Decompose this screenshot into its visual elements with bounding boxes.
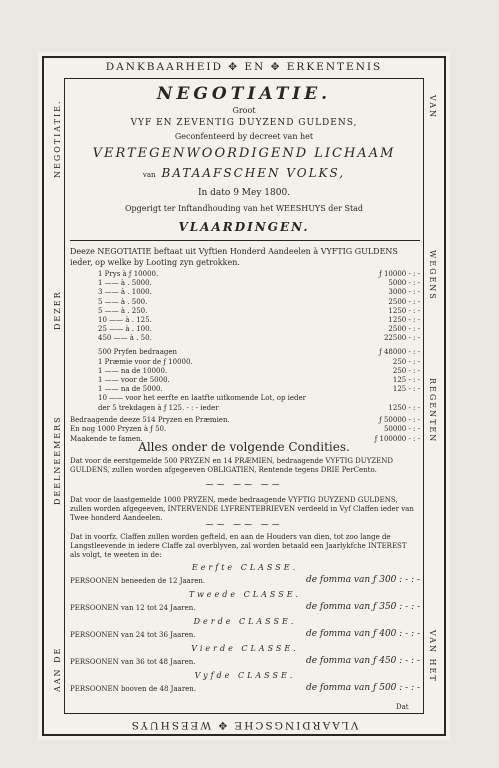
- flourish-2: ⁓⁓ ⁓⁓ ⁓⁓: [205, 520, 283, 529]
- premiums-label: 1 Præmie voor de ƒ 10000.: [98, 357, 193, 366]
- border-left-deelneemers: DEELNEEMERS: [53, 415, 62, 505]
- class-amount: de fomma van ƒ 350 : - : -: [305, 602, 420, 612]
- prizes-label: 25 —— à . 100.: [98, 325, 152, 334]
- prizes-label: 450 —— à . 50.: [98, 334, 152, 343]
- border-right-wegens: WEGENS: [428, 250, 437, 301]
- class-row: [70, 575, 420, 587]
- header-amount: VYF EN ZEVENTIG DUYZEND GULDENS,: [130, 118, 358, 128]
- summary-amount: ƒ 100000 - : -: [374, 434, 420, 443]
- premiums-row: [98, 404, 420, 413]
- prizes-row: [98, 298, 420, 307]
- catchword: Dat: [396, 703, 409, 711]
- class-amount: de fomma van ƒ 400 : - : -: [305, 629, 420, 639]
- border-right-van-het: VAN HET: [428, 630, 437, 683]
- premiums-amount: 250 - : -: [392, 357, 420, 366]
- class-heading: Eerfte CLASSE.: [191, 563, 299, 572]
- prizes-label: 5 —— à . 250.: [98, 306, 148, 315]
- class-heading: Vyfde CLASSE.: [194, 671, 296, 680]
- header-purpose: Opgerigt ter Inftandhouding van het WEESHUYS der Stad: [124, 204, 364, 213]
- premiums-amount: 125 - : -: [392, 385, 420, 394]
- prizes-amount: 2500 - : -: [388, 297, 420, 306]
- condition-3: Dat in voorfz. Claffen zullen worden gefteld, en aan de Houders van dien, tot zoo lange de Langstleevende in iedere Claffe zal overblyven, zal worden betaald een Jaarlykfche INTEREST als volgt, te weeten in de:: [70, 533, 407, 559]
- premiums-amount: 250 - : -: [392, 366, 420, 375]
- border-left-dezer: DEZER: [53, 290, 62, 330]
- prizes-label: 5 —— à . 500.: [98, 297, 148, 306]
- prizes-amount: 22500 - : -: [383, 334, 420, 343]
- header-body2-text: BATAAFSCHEN VOLKS,: [161, 166, 346, 180]
- prizes-row: [98, 270, 420, 279]
- premiums-row: [98, 376, 420, 385]
- class-amount: de fomma van ƒ 450 : - : -: [305, 656, 420, 666]
- header-body1: VERTEGENWOORDIGEND LICHAAM: [92, 146, 396, 161]
- class-heading: Vierde CLASSE.: [191, 644, 299, 653]
- class-amount: de fomma van ƒ 300 : - : -: [305, 575, 420, 585]
- border-right-van: VAN: [428, 95, 437, 120]
- premiums-label: 10 —— voor het eerfte en laatfte uitkomende Lot, op ieder: [98, 394, 307, 403]
- header-city: VLAARDINGEN.: [178, 220, 310, 234]
- class-heading: Derde CLASSE.: [193, 617, 297, 626]
- class-label: PERSOONEN van 24 tot 36 Jaaren.: [70, 631, 196, 639]
- premiums-row: [98, 358, 420, 367]
- prizes-row: [98, 334, 420, 343]
- premiums-label: 1 —— voor de 5000.: [98, 376, 170, 384]
- premiums-label: 1 —— na de 5000.: [98, 385, 163, 394]
- prizes-amount: ƒ 10000 - : -: [379, 270, 420, 278]
- document-title: NEGOTIATIE.: [156, 84, 332, 104]
- prizes-label: 10 —— à . 125.: [98, 316, 152, 324]
- prizes-label: 1 —— à . 5000.: [98, 279, 152, 288]
- prizes-amount: 3000 - : -: [388, 288, 420, 297]
- header-groot: Groot: [232, 106, 256, 115]
- summary-row: [70, 425, 420, 434]
- prizes-row: [98, 279, 420, 288]
- header-body2-pre: van: [142, 171, 156, 179]
- class-heading: Tweede CLASSE.: [188, 590, 302, 599]
- summary-amount: 50000 - : -: [383, 425, 420, 434]
- premiums-row: [98, 367, 420, 376]
- class-amount: de fomma van ƒ 500 : - : -: [305, 683, 420, 693]
- condition-2: Dat voor de laastgemelde 1000 PRYZEN, mede bedraagende VYFTIG DUYZEND GULDENS, zullen worden afgegeeven, INTERVENDE LYFRENTEBRIEVEN verdeeld in Vyf Claffen ieder van Twee honderd Aandeelen.: [70, 496, 414, 522]
- prizes-row: [98, 316, 420, 325]
- prizes-amount: 1250 - : -: [388, 316, 420, 324]
- condition-1: Dat voor de eerstgemelde 500 PRYZEN en 14 PRÆMIEN, bedraagende VYFTIG DUYZEND GULDENS, zullen worden afgegeeven OBLIGATIEN, Rentende tegens DRIE PerCento.: [70, 457, 394, 474]
- prizes-row: [98, 307, 420, 316]
- class-row: [70, 629, 420, 641]
- header-body2: [70, 166, 418, 180]
- border-left-aan-de: AAN DE: [53, 646, 62, 692]
- premiums-row: [98, 385, 420, 394]
- prizes-label: 1 Prys à ƒ 10000.: [98, 270, 159, 278]
- header-consent: Geconfenteerd by decreet van het: [174, 132, 314, 141]
- premiums-label: der 5 trekdagen à ƒ 125. - : - ieder: [98, 403, 219, 412]
- summary-amount: ƒ 50000 - : -: [379, 415, 420, 424]
- prizes-amount: 5000 - : -: [388, 279, 420, 288]
- border-left-negotiatie: NEGOTIATIE.: [53, 99, 62, 178]
- class-label: PERSOONEN van 36 tot 48 Jaaren.: [70, 658, 196, 666]
- prize-total-amount: ƒ 48000 - : -: [379, 347, 420, 356]
- premiums-amount: 125 - : -: [392, 376, 420, 384]
- prizes-amount: 1250 - : -: [388, 306, 420, 315]
- class-label: PERSOONEN van 12 tot 24 Jaaren.: [70, 604, 196, 612]
- prizes-amount: 2500 - : -: [388, 325, 420, 334]
- divider: [70, 240, 420, 241]
- premiums-amount: 1250 - : -: [388, 403, 420, 412]
- summary-label: Maakende te famen.: [70, 434, 143, 443]
- class-row: [70, 656, 420, 668]
- class-row: [70, 602, 420, 614]
- class-label: PERSOONEN booven de 48 Jaaren.: [70, 685, 197, 693]
- summary-label: Bedraagende deeze 514 Pryzen en Præmien.: [70, 415, 230, 424]
- prize-total-label: 500 Pryfen bedraagen: [98, 347, 177, 356]
- premiums-row: [98, 394, 420, 403]
- premiums-label: 1 —— na de 10000.: [98, 366, 168, 375]
- intro-text: Deeze NEGOTIATIE beftaat uit Vyftien Honderd Aandeelen à VYFTIG GULDENS ieder, op welke by Looting zyn getrokken.: [70, 247, 398, 267]
- prize-total-row: [98, 348, 420, 357]
- prizes-row: [98, 325, 420, 334]
- header-date: In dato 9 Mey 1800.: [197, 188, 291, 198]
- prizes-row: [98, 288, 420, 297]
- prizes-label: 3 —— à . 1000.: [98, 288, 152, 297]
- summary-row: [70, 416, 420, 425]
- summary-label: En nog 1000 Pryzen à ƒ 50.: [70, 425, 167, 434]
- flourish-1: ⁓⁓ ⁓⁓ ⁓⁓: [205, 480, 283, 489]
- border-right-regenten: REGENTEN: [428, 378, 437, 444]
- conditions-title: Alles onder de volgende Condities.: [138, 440, 350, 454]
- border-top-text: DANKBAARHEID ✥ EN ✥ ERKENTENIS: [105, 61, 383, 73]
- class-row: [70, 683, 420, 695]
- class-label: PERSOONEN beneeden de 12 Jaaren.: [70, 577, 206, 585]
- border-bottom-text: VLAARDINGSCHE ✥ WEESHUYS: [129, 719, 359, 731]
